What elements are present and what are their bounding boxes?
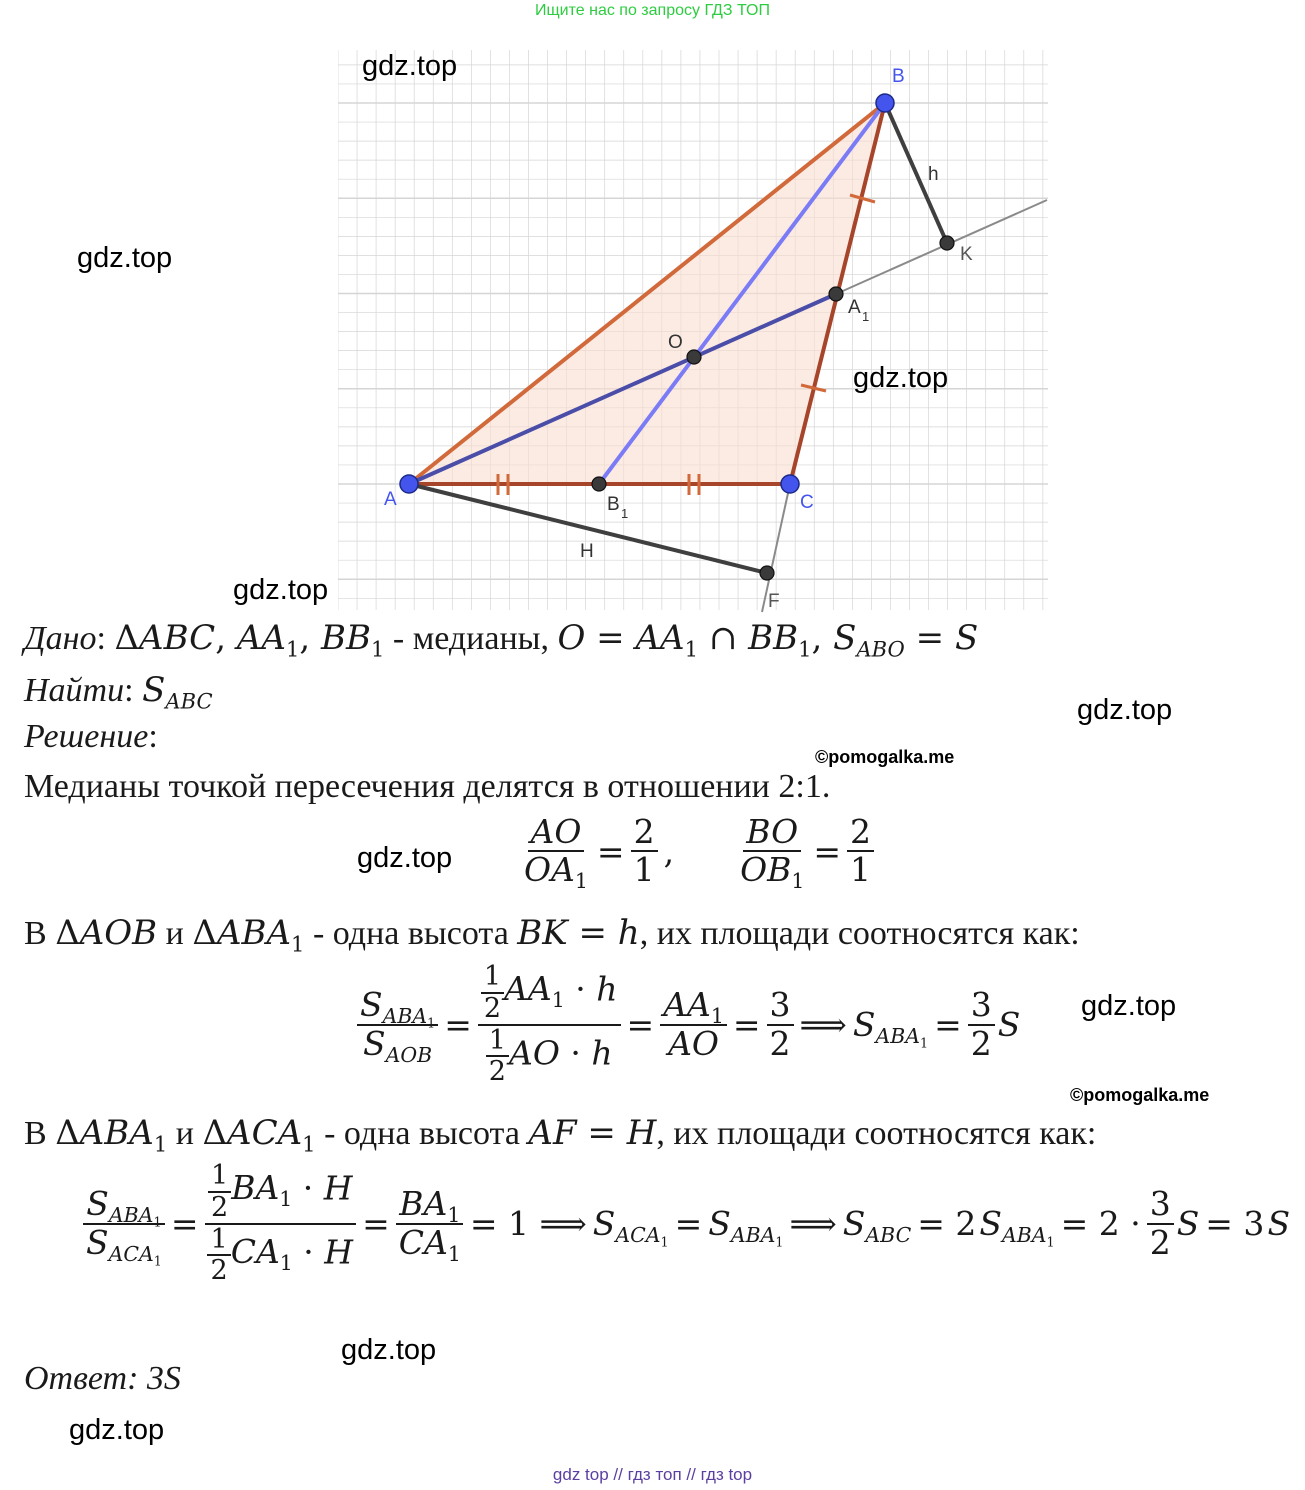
footer-banner: gdz top // гдз топ // гдз top — [552, 1465, 753, 1484]
watermark: gdz.top — [362, 50, 458, 82]
watermark: gdz.top — [77, 242, 173, 274]
copyright: ©pomogalka.me — [1070, 1085, 1210, 1105]
label-a1-sub: 1 — [862, 309, 870, 324]
copyright: ©pomogalka.me — [815, 747, 955, 767]
ratio-equation: $\frac{AO}{OA_1}$ = $\frac{2}{1}$ , $\frac{BO}{OB_1}$ = $\frac{2}{1}$ — [518, 814, 877, 889]
find-line: Найти: $S_{ABC}$ — [24, 670, 213, 714]
solution-text-1: Медианы точкой пересечения делятся в отношении 2:1. — [24, 768, 831, 805]
watermark: gdz.top — [341, 1334, 437, 1366]
solution-label: Решение — [24, 718, 149, 755]
watermark: gdz.top — [357, 842, 453, 874]
watermark: gdz.top — [69, 1414, 165, 1446]
given-label: Дано — [24, 620, 97, 657]
solution-text-2: В ΔAOB и $\Delta ABA_1$ - одна высота BK = h, их площади соотносятся как: — [24, 913, 1080, 957]
point-b1 — [592, 477, 606, 491]
point-a — [400, 475, 418, 493]
label-f: F — [768, 591, 780, 612]
given-medians-text: - медианы, — [392, 620, 549, 657]
label-a: A — [384, 489, 397, 510]
area-ratio-equation-1: $\frac{S_{ABA_1}}{S_{AOB}}$ = $\frac{1}{2}$ $AA_1 \cdot h$ $\frac{1}{2}$ AO · h = $\frac{AA_1}{AO}$ = $\frac{3}{2}$ ⟹ $S_{ABA_1}$ = $\frac{3}{2}$ S — [354, 962, 1023, 1087]
solution-line: Решение: — [24, 718, 158, 755]
find-label: Найти — [24, 672, 125, 709]
point-c — [781, 475, 799, 493]
point-f — [760, 566, 774, 580]
answer-line — [24, 1360, 181, 1398]
watermark: gdz.top — [853, 362, 949, 394]
triangle-figure — [0, 0, 1305, 615]
point-a1 — [829, 287, 843, 301]
point-o — [687, 350, 701, 364]
label-h-big: H — [580, 541, 594, 562]
label-c: C — [800, 492, 814, 513]
given-line: Дано: ΔABC, $AA_1$, $BB_1$ - медианы, $O = AA_1$ ∩ $BB_1$, $S_{ABO} = S$ — [24, 618, 979, 662]
label-b1-sub: 1 — [621, 506, 629, 521]
solution-text-3: В $\Delta ABA_1$ и $\Delta ACA_1$ - одна высота AF = H, их площади соотносятся как: — [24, 1113, 1097, 1157]
label-o: O — [668, 332, 683, 353]
label-a1: A — [848, 297, 861, 318]
answer-value: 3S — [146, 1360, 181, 1397]
label-k: K — [960, 244, 973, 265]
point-k — [940, 236, 954, 250]
header-banner: Ищите нас по запросу ГДЗ ТОП — [535, 2, 770, 19]
label-h-small: h — [928, 164, 939, 185]
area-ratio-equation-2: $\frac{S_{ABA_1}}{S_{ACA_1}}$ = $\frac{1}{2}$ $BA_1 \cdot H$ $\frac{1}{2}$ $CA_1 \cdot H$ = $\frac{BA_1}{CA_1}$ = 1 ⟹ $S_{ACA_1}$ = $S_{ABA_1}$ ⟹ $S_{ABC}$ = 2 $S_{ABA_1}$ = 2 · $\frac{3}{2}$ S = 3 S — [80, 1161, 1293, 1286]
label-b1: B — [607, 494, 620, 515]
point-b — [876, 94, 894, 112]
label-b: B — [892, 66, 905, 87]
watermark: gdz.top — [233, 574, 329, 606]
answer-label: Ответ: — [24, 1360, 139, 1397]
watermark: gdz.top — [1081, 990, 1177, 1022]
watermark: gdz.top — [1077, 694, 1173, 726]
